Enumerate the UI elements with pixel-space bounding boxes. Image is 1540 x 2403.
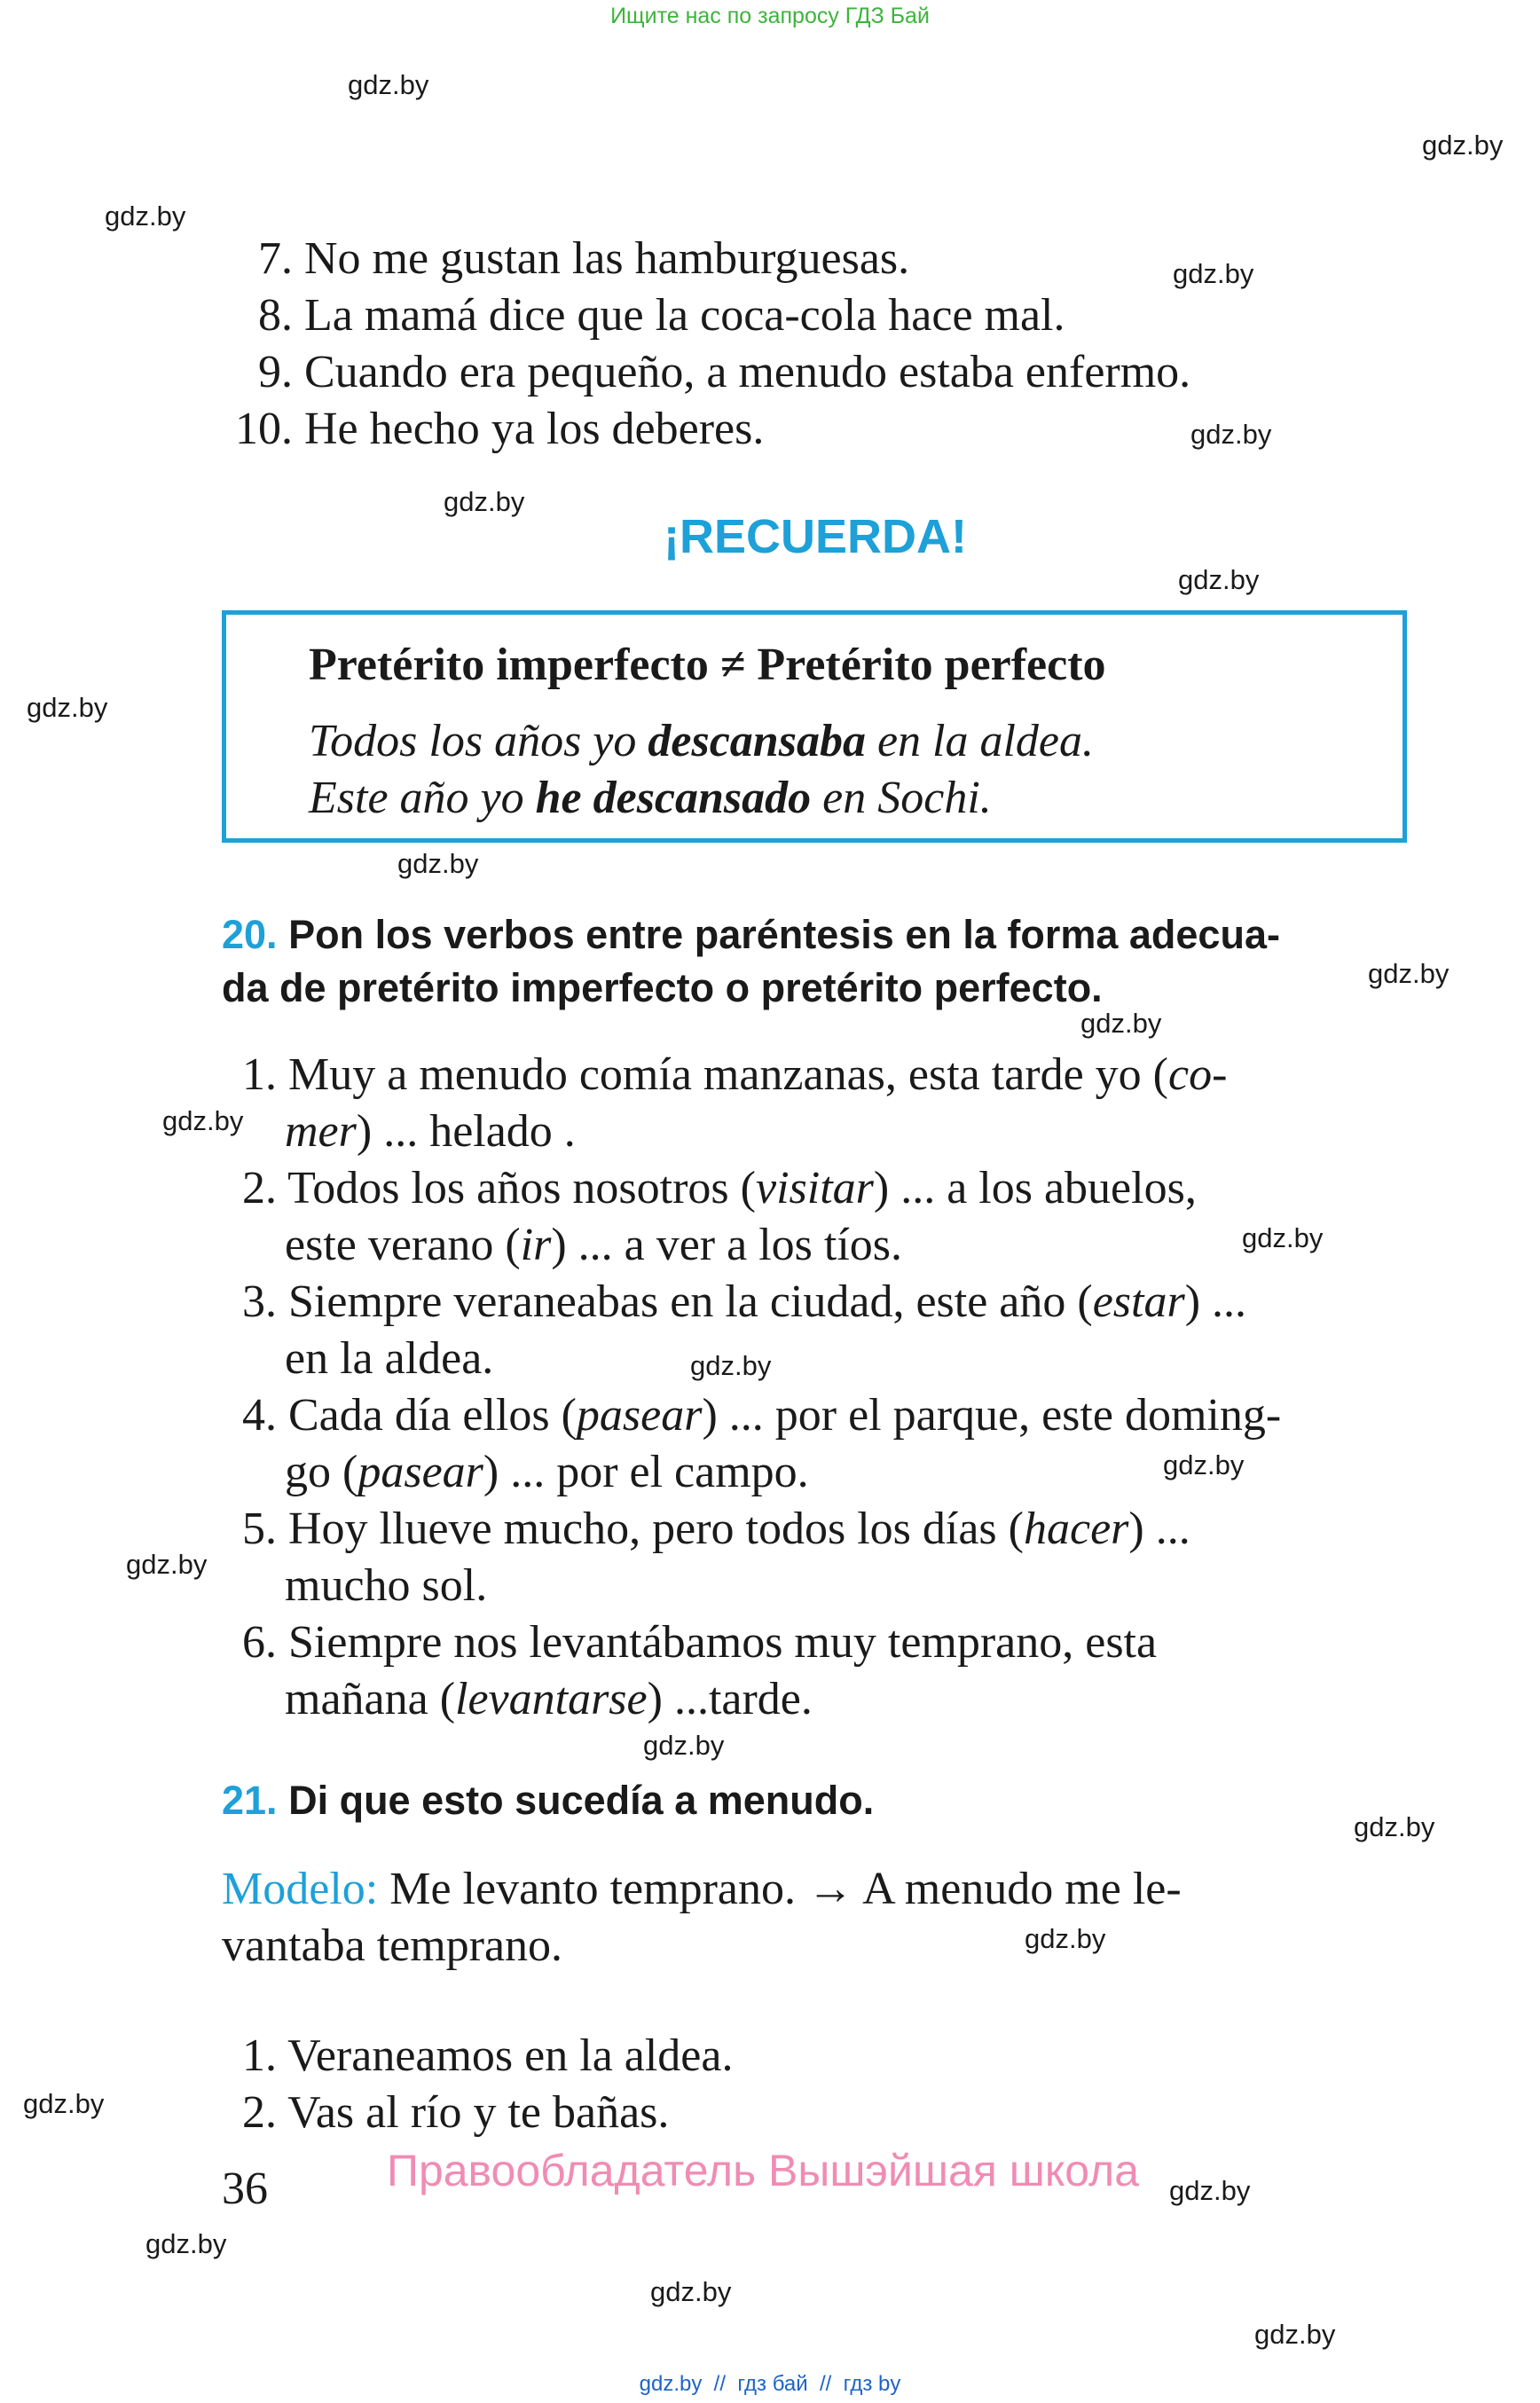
item-number: 8. [258,290,293,341]
verb-hint: hacer [1023,1504,1129,1554]
watermark: gdz.by [650,2276,732,2307]
watermark: gdz.by [1254,2319,1336,2350]
item-number: 6. [242,1617,277,1668]
watermark: gdz.by [444,486,525,517]
verb-hint: co- [1168,1049,1228,1100]
item-text: Cada día ellos ( [288,1390,577,1441]
task-20-heading [222,908,1280,962]
watermark: gdz.by [643,1730,725,1761]
verb-hint: visitar [755,1163,874,1213]
item-text: La mamá dice que la coca-cola hace mal. [304,290,1065,341]
item-text: mucho sol. [285,1560,488,1611]
verb-hint: levantarse [455,1674,648,1724]
example-text: en la aldea. [865,716,1095,766]
watermark: gdz.by [1025,1923,1106,1954]
watermark: gdz.by [1422,130,1504,161]
item-text: He hecho ya los deberes. [304,404,765,454]
rule-example [309,713,1094,770]
task-number: 21. [222,1778,278,1823]
page-number: 36 [222,2163,268,2214]
list-item [222,344,1190,401]
example-text: Este año yo [309,773,536,823]
recuerda-heading: ¡RECUERDA! [664,510,967,563]
item-text: go ( [285,1447,358,1497]
list-item [222,231,909,287]
item-text: ) ... helado . [356,1106,576,1157]
item-number: 5. [242,1504,277,1554]
exercise-item-cont [285,1103,576,1160]
verb-hint: estar [1092,1276,1185,1327]
item-text: este verano ( [285,1220,521,1270]
rule-right: Pretérito perfecto [757,640,1106,690]
verb-hint: mer [285,1106,357,1157]
item-text: ) ... a los abuelos, [873,1163,1197,1213]
modelo-line [222,1861,1182,1918]
modelo-line-cont: vantaba temprano. [222,1920,563,1971]
example-verb: he descansado [535,773,812,823]
watermark: gdz.by [1080,1008,1162,1039]
item-text: mañana ( [285,1674,456,1724]
watermark: gdz.by [145,2228,227,2259]
verb-hint: pasear [358,1447,483,1497]
example-verb: descansaba [648,716,866,766]
list-item [222,2028,733,2085]
item-text: ) ... [1184,1276,1247,1327]
watermark: gdz.by [23,2088,105,2119]
list-item [222,287,1065,344]
watermark: gdz.by [690,1350,772,1381]
watermark: gdz.by [1163,1449,1245,1480]
item-text: ) ... por el campo. [483,1447,809,1497]
item-number: 2. [242,2087,277,2138]
example-text: Todos los años yo [309,716,648,766]
list-item [222,401,764,458]
item-text: ) ...tarde. [647,1674,813,1724]
watermark: gdz.by [1169,2175,1251,2206]
verb-hint: ir [520,1220,552,1270]
list-item [222,2085,669,2141]
exercise-item [222,1274,1246,1331]
exercise-item-cont [285,1558,487,1614]
watermark: gdz.by [1354,1811,1435,1842]
task-text: Di que esto sucedía a menudo. [288,1778,875,1823]
item-number: 1. [242,1049,277,1100]
item-text: Hoy llueve mucho, pero todos los días ( [288,1504,1024,1554]
item-number: 7. [258,233,293,284]
watermark: gdz.by [126,1549,208,1580]
watermark: gdz.by [162,1105,244,1136]
exercise-item [222,1387,1281,1444]
item-text: Siempre veraneabas en la ciudad, este año ( [288,1276,1093,1327]
item-number: 1. [242,2030,277,2081]
verb-hint: pasear [576,1390,703,1441]
footer-links: gdz.by // гдз бай // гдз by [639,2372,901,2396]
task-text: Pon los verbos entre paréntesis en la forma adecua- [288,912,1280,957]
watermark: gdz.by [1242,1222,1324,1253]
item-text: ) ... a ver a los tíos. [551,1220,903,1270]
watermark: gdz.by [1190,419,1272,450]
item-text: Muy a menudo comía manzanas, esta tarde yo ( [288,1049,1168,1100]
item-number: 2. [242,1163,277,1213]
rule-title [309,637,1106,694]
item-text: ) ... por el parque, este doming- [702,1390,1282,1441]
task-number: 20. [222,912,278,957]
item-text: Veraneamos en la aldea. [287,2030,734,2081]
item-text: ) ... [1128,1504,1190,1554]
exercise-item [222,1160,1197,1217]
watermark: gdz.by [105,200,186,232]
task-20-heading-line2: da de pretérito imperfecto o pretérito perfecto. [222,965,1103,1010]
example-text: en Sochi. [811,773,992,823]
exercise-item-cont [285,1217,902,1274]
task-21-heading [222,1774,874,1827]
modelo-label: Modelo: [222,1864,379,1914]
exercise-item-cont [285,1671,813,1728]
copyright-notice: Правообладатель Вышэйшая школа [387,2146,1139,2195]
exercise-item [222,1614,1157,1671]
watermark: gdz.by [1173,258,1254,289]
watermark: gdz.by [348,69,429,100]
item-text: Todos los años nosotros ( [287,1163,756,1213]
item-text: Cuando era pequeño, a menudo estaba enfermo. [304,347,1191,397]
top-banner: Ищите нас по запросу ГДЗ Бай [610,4,930,28]
modelo-text: Me levanto temprano. → A menudo me le- [378,1864,1182,1914]
item-number: 4. [242,1390,277,1441]
watermark: gdz.by [1368,958,1450,989]
watermark: gdz.by [27,692,108,723]
exercise-item [222,1501,1190,1558]
not-equal-sign: ≠ [719,640,746,690]
item-text: Vas al río y te bañas. [287,2087,670,2138]
rule-left: Pretérito imperfecto [309,640,709,690]
item-number: 3. [242,1276,277,1327]
item-text: Siempre nos levantábamos muy temprano, esta [288,1617,1158,1668]
item-text: en la aldea. [285,1333,494,1384]
item-number: 10. [235,404,293,454]
item-text: No me gustan las hamburguesas. [304,233,910,284]
exercise-item-cont [285,1331,493,1387]
exercise-item-cont [285,1444,809,1501]
watermark: gdz.by [397,848,479,879]
exercise-item [222,1047,1227,1103]
watermark: gdz.by [1178,564,1260,595]
item-number: 9. [258,347,293,397]
rule-example [309,770,992,827]
